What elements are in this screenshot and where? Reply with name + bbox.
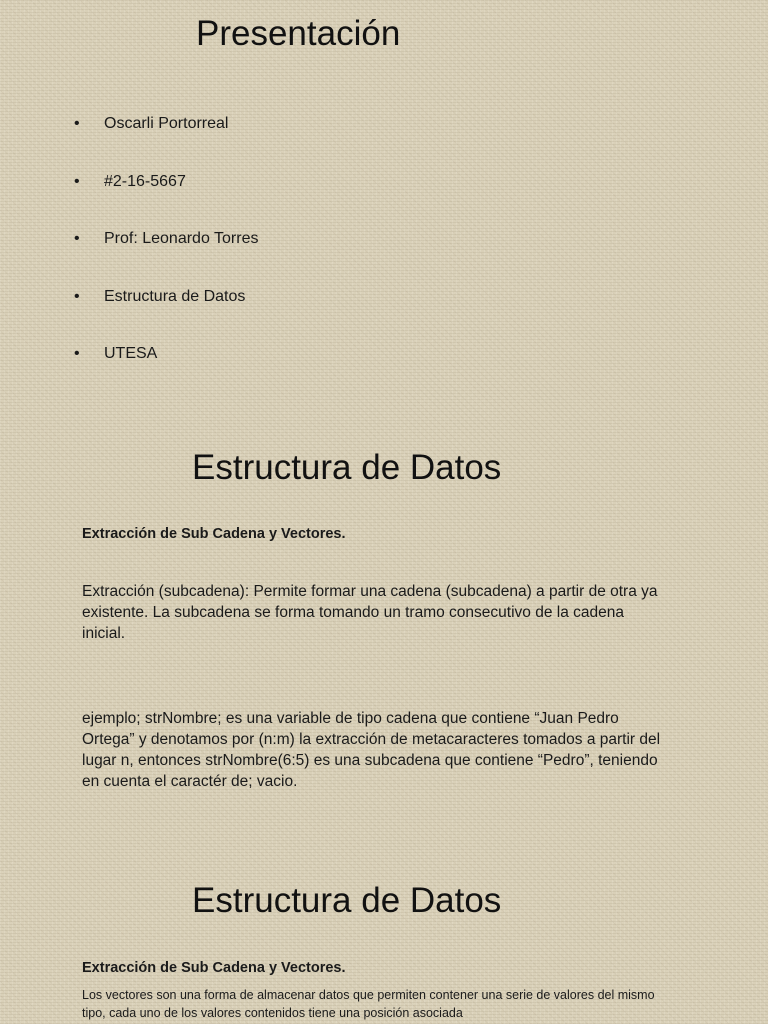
bullet-dot-icon: • (74, 287, 80, 305)
bullet-item-student-name (74, 114, 674, 172)
bullet-item-university (74, 344, 674, 402)
slide-subcadena (0, 432, 768, 864)
bullet-dot-icon: • (74, 345, 80, 362)
bullet-text: Estructura de Datos (104, 287, 246, 305)
slide-title: Presentación (196, 14, 401, 53)
bullet-text: #2-16-5667 (104, 172, 186, 190)
vectors-paragraph: Los vectores son una forma de almacenar datos que permiten contener una serie de valores del mismo tipo, cada uno de los valores contenidos tiene una posición asociada (82, 988, 655, 1020)
slide-title: Estructura de Datos (192, 448, 502, 487)
definition-paragraph: Extracción (subcadena): Permite formar una cadena (subcadena) a partir de otra ya existente. La subcadena se forma tomando un tramo consecutivo de la cadena inicial. (82, 583, 658, 642)
slide-subtitle: Extracción de Sub Cadena y Vectores. (82, 960, 346, 976)
bullet-item-professor (74, 229, 674, 287)
example-paragraph: ejemplo; strNombre; es una variable de tipo cadena que contiene “Juan Pedro Ortega” y denotamos por (n:m) la extracción de metacaracteres tomados a partir del lugar n, entonces strNombre(6:5) es una subcadena que contiene “Pedro”, teniendo en cuenta el caractér de; vacio. (82, 710, 661, 790)
bullet-text: Prof: Leonardo Torres (104, 230, 259, 247)
slide-title: Estructura de Datos (192, 881, 502, 920)
bullet-list (74, 114, 674, 402)
slide-presentacion (0, 0, 768, 432)
bullet-dot-icon: • (74, 115, 80, 132)
bullet-item-subject (74, 287, 674, 345)
bullet-dot-icon: • (74, 172, 80, 190)
bullet-text: Oscarli Portorreal (104, 115, 229, 132)
slide-subtitle: Extracción de Sub Cadena y Vectores. (82, 526, 346, 542)
bullet-dot-icon: • (74, 230, 80, 247)
bullet-text: UTESA (104, 345, 158, 362)
slide-vectores (0, 864, 768, 1024)
bullet-item-student-id (74, 172, 674, 230)
